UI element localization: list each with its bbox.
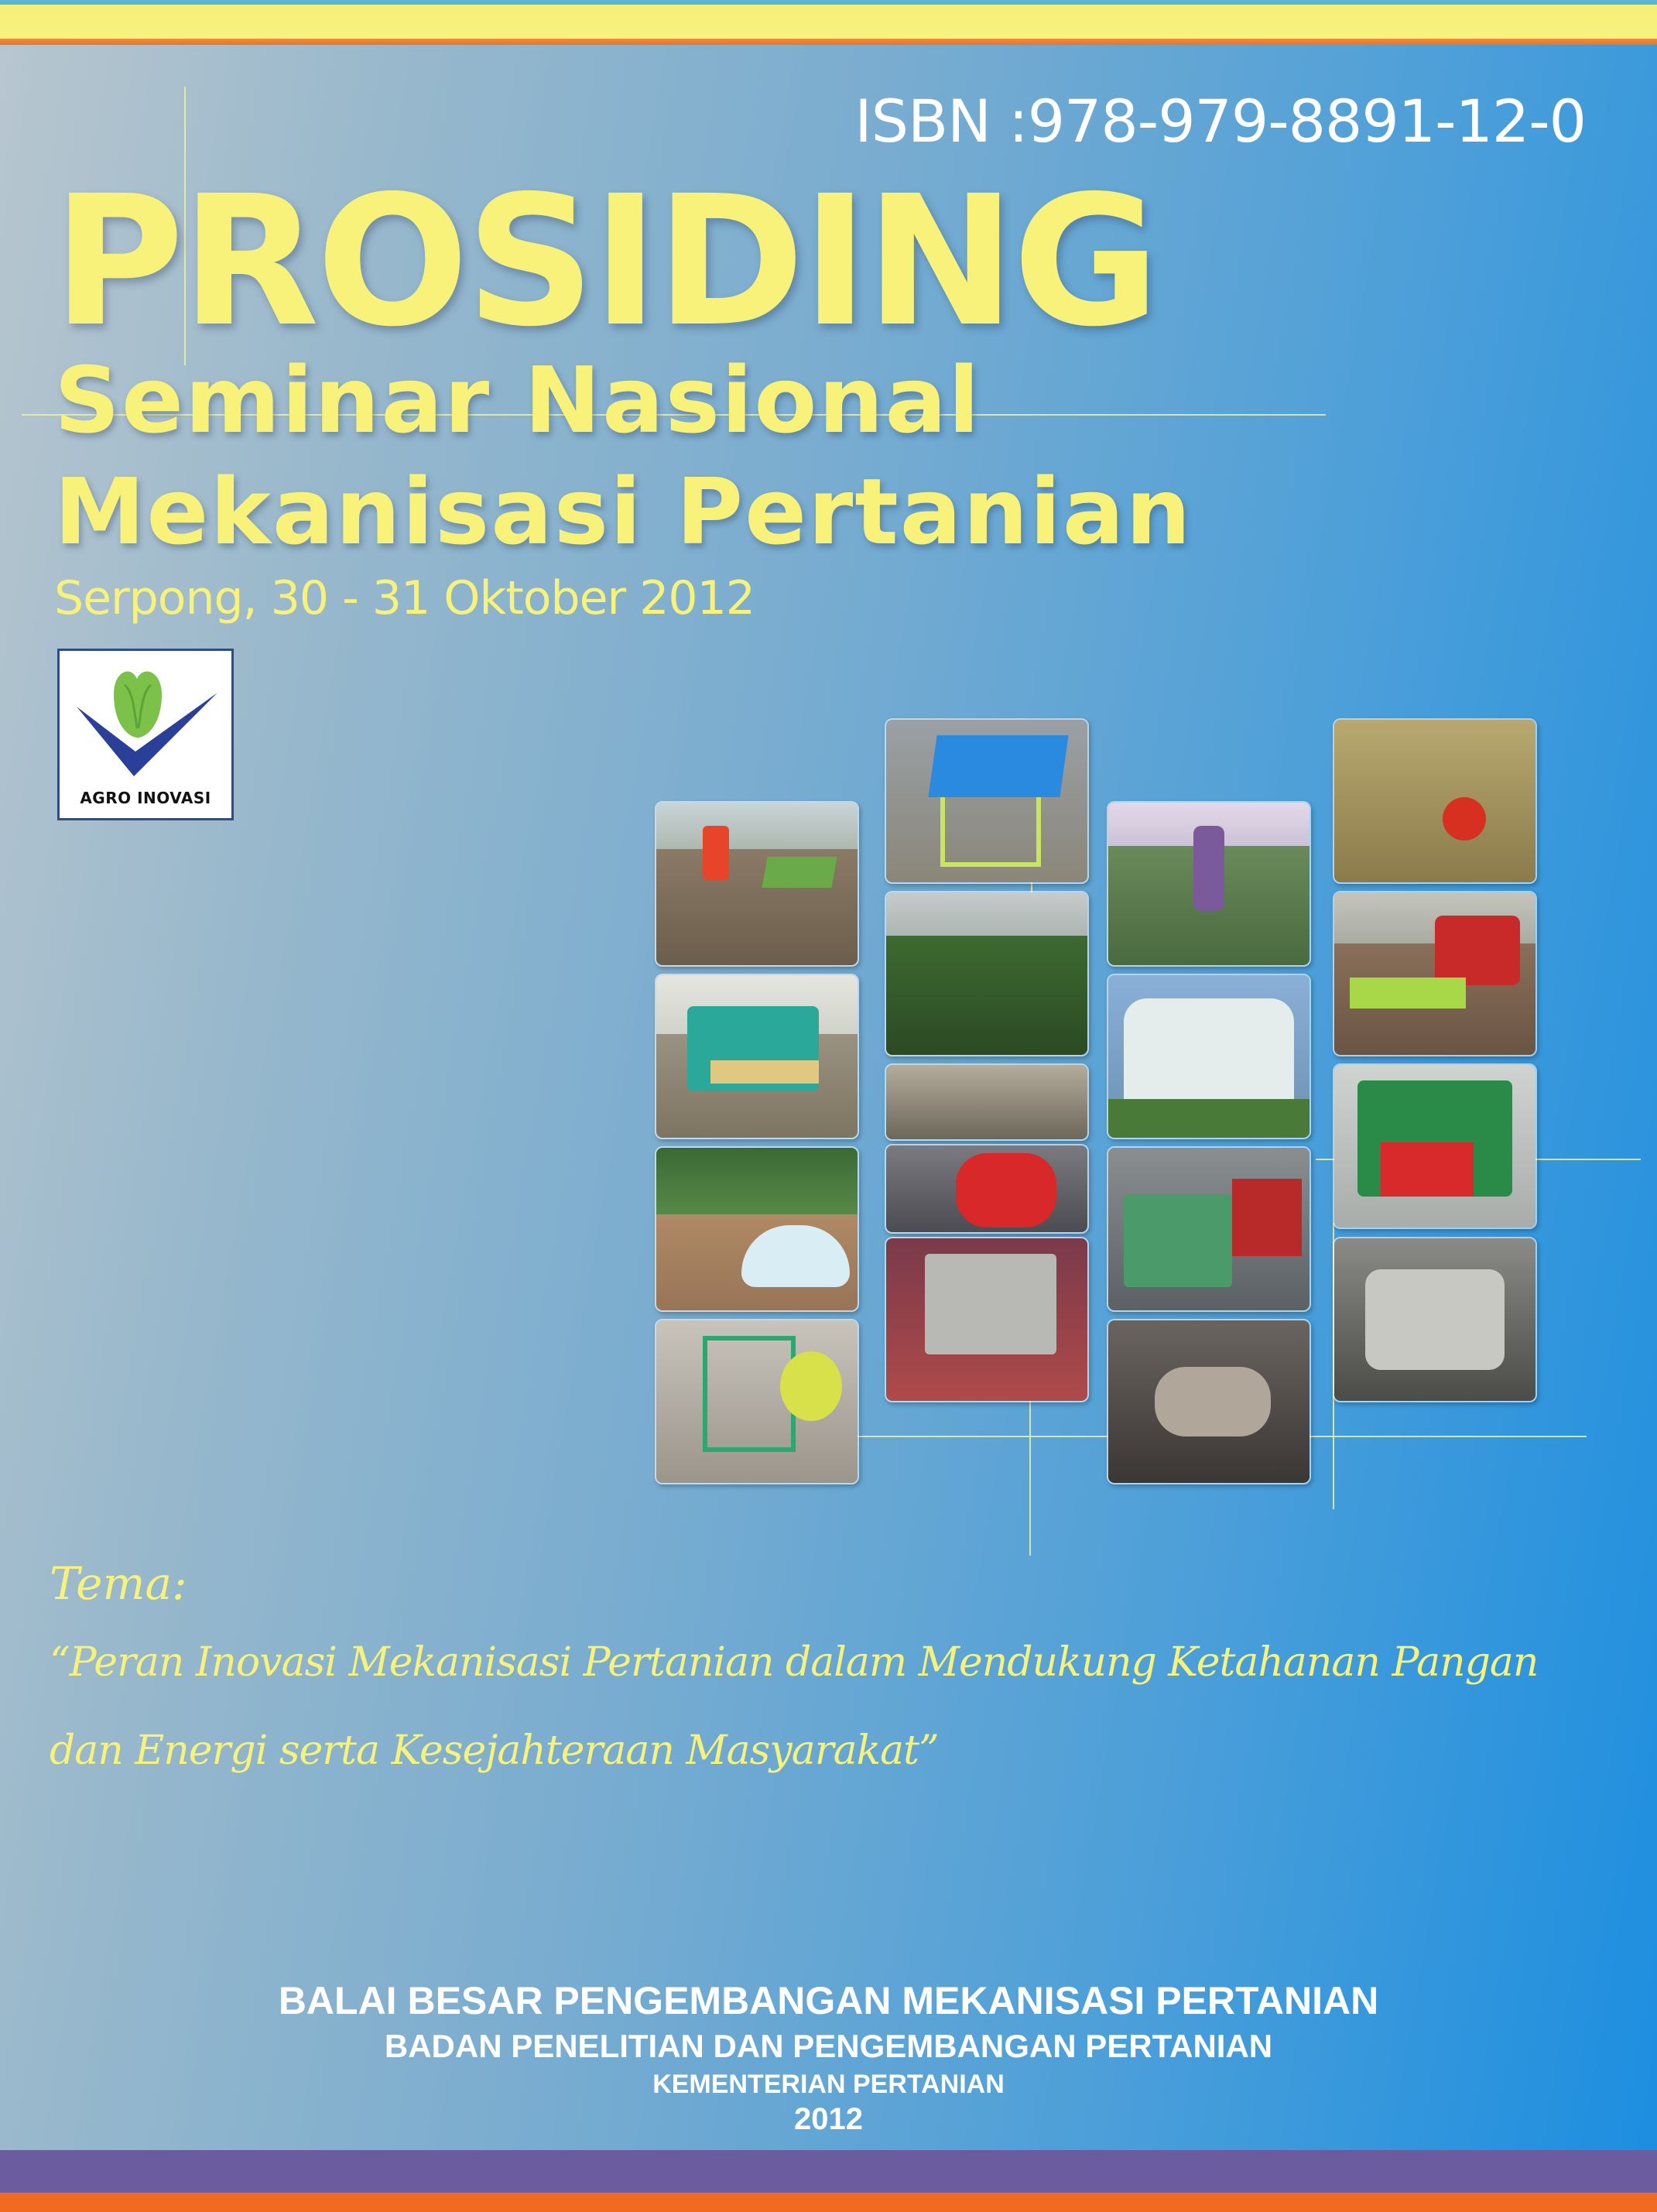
photo-field-planter [1107, 801, 1311, 967]
photo-chopper-machine [655, 1319, 859, 1484]
top-color-bar [0, 0, 1657, 45]
theme-text-line-2: dan Energi serta Kesejahteraan Masyarakat” [50, 1727, 939, 1774]
page-title: PROSIDING [53, 157, 1157, 366]
bottom-color-bar [0, 2150, 1657, 2193]
photo-workshop-interior [885, 1063, 1089, 1141]
agro-inovasi-logo [57, 649, 234, 820]
theme-text-line-1: “Peran Inovasi Mekanisasi Pertanian dalam Mendukung Ketahanan Pangan [50, 1639, 1539, 1686]
photo-biogas-dome [655, 1146, 859, 1312]
photo-grass-cutter [1333, 718, 1537, 884]
photo-greenhouse [1107, 974, 1311, 1139]
bottom-accent-bar [0, 2193, 1657, 2212]
theme-label: Tema: [50, 1557, 187, 1610]
isbn: ISBN :978-979-8891-12-0 [854, 87, 1586, 156]
place-date: Serpong, 30 - 31 Oktober 2012 [54, 571, 755, 625]
photo-roller-machine [1107, 1319, 1311, 1484]
photo-tractor-seeder [1333, 891, 1537, 1056]
publisher-ministry: KEMENTERIAN PERTANIAN [652, 2070, 1005, 2099]
photo-solar-dryer [885, 718, 1089, 884]
photo-diesel-engine [1333, 1063, 1537, 1229]
photo-thresher-machine [655, 974, 859, 1139]
photo-red-tank [885, 1144, 1089, 1234]
photo-rice-transplanter [655, 801, 859, 967]
agro-inovasi-icon [70, 660, 222, 784]
photo-greenhouse-crops [885, 891, 1089, 1056]
photo-grinder-drum [1333, 1237, 1537, 1402]
subtitle-line-2: Mekanisasi Pertanian [54, 458, 1193, 565]
subtitle-line-1: Seminar Nasional [54, 347, 981, 454]
publisher-institution: BALAI BESAR PENGEMBANGAN MEKANISASI PERTANIAN [278, 1979, 1379, 2022]
publisher-agency: BADAN PENELITIAN DAN PENGEMBANGAN PERTANIAN [384, 2028, 1273, 2064]
logo-text: AGRO INOVASI [80, 789, 211, 807]
photo-hammer-mill [885, 1237, 1089, 1402]
photo-oil-press [1107, 1146, 1311, 1312]
publication-year: 2012 [794, 2102, 863, 2136]
